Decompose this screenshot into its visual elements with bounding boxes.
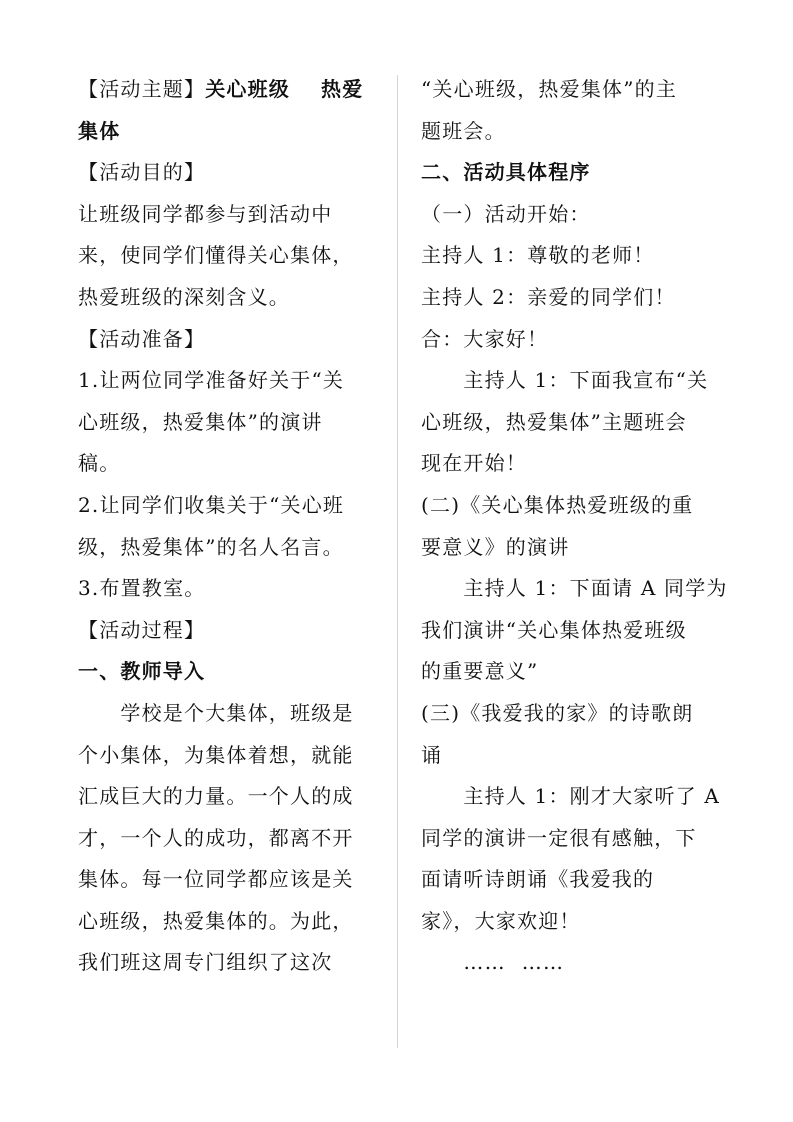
part2-line: 主持人 1：下面请 A 同学为	[463, 576, 728, 601]
part2-line: 的重要意义”	[421, 659, 539, 684]
part1-line: 主持人 1：下面我宣布“关	[463, 368, 709, 393]
section1-line: “关心班级，热爱集体”的主	[421, 77, 678, 101]
purpose-line: 来，使同学们懂得关心集体，	[78, 243, 354, 268]
left-column	[78, 69, 370, 984]
part1-line: 主持人 2：亲爱的同学们！	[421, 284, 676, 309]
part2-heading: (二)《关心集体热爱班级的重	[421, 492, 694, 517]
theme-title-part1: 关心班级	[205, 77, 291, 101]
ellipsis-line	[421, 942, 713, 984]
part1-line: 合：大家好！	[421, 326, 549, 351]
preparation-line: 1.让两位同学准备好关于“关	[78, 368, 345, 393]
preparation-heading: 【活动准备】	[78, 326, 206, 351]
part1-line: 现在开始！	[421, 451, 527, 476]
theme-title-part2: 热爱	[321, 77, 364, 101]
part2-heading: 要意义》的演讲	[421, 534, 570, 559]
preparation-line: 心班级，热爱集体”的演讲	[78, 409, 323, 434]
section1-line: 学校是个大集体，班级是	[120, 700, 354, 725]
section1-line: 心班级，热爱集体的。为此，	[78, 908, 354, 933]
part3-line: 同学的演讲一定很有感触，下	[421, 825, 697, 850]
column-divider	[397, 75, 398, 1048]
section1-line: 才，一个人的成功，都离不开	[78, 825, 354, 850]
section1-line: 我们班这周专门组织了这次	[78, 950, 333, 975]
part3-line: 面请听诗朗诵《我爱我的	[421, 867, 655, 892]
section1-heading: 一、教师导入	[78, 659, 206, 684]
preparation-line: 级，热爱集体”的名人名言。	[78, 534, 344, 559]
purpose-line: 让班级同学都参与到活动中	[78, 201, 333, 226]
section1-line: 题班会。	[421, 118, 506, 143]
section1-line: 集体。每一位同学都应该是关	[78, 867, 354, 892]
preparation-line: 3.布置教室。	[78, 576, 206, 601]
part1-line: 心班级，热爱集体”主题班会	[421, 409, 687, 434]
ellipsis: ……	[463, 950, 506, 975]
section1-line: 汇成巨大的力量。一个人的成	[78, 784, 354, 809]
process-heading: 【活动过程】	[78, 617, 206, 642]
part1-heading: （一）活动开始：	[421, 201, 591, 226]
part3-heading: 诵	[421, 742, 443, 767]
theme-label: 【活动主题】	[78, 77, 206, 101]
preparation-line: 稿。	[78, 451, 121, 476]
section1-line: 个小集体，为集体着想，就能	[78, 742, 354, 767]
theme-title-part3: 集体	[78, 118, 121, 143]
preparation-line: 2.让同学们收集关于“关心班	[78, 492, 345, 517]
part3-line: 主持人 1：刚才大家听了 A	[463, 784, 721, 809]
part3-line: 家》，大家欢迎！	[421, 908, 581, 933]
part2-line: 我们演讲“关心集体热爱班级	[421, 617, 687, 642]
purpose-line: 热爱班级的深刻含义。	[78, 284, 290, 309]
theme-line	[78, 69, 370, 111]
part3-heading: (三)《我爱我的家》的诗歌朗	[421, 700, 694, 725]
ellipsis: ……	[521, 950, 565, 975]
purpose-heading: 【活动目的】	[78, 160, 206, 185]
part1-line: 主持人 1：尊敬的老师！	[421, 243, 655, 268]
section2-heading: 二、活动具体程序	[421, 160, 591, 185]
right-column	[421, 69, 728, 984]
